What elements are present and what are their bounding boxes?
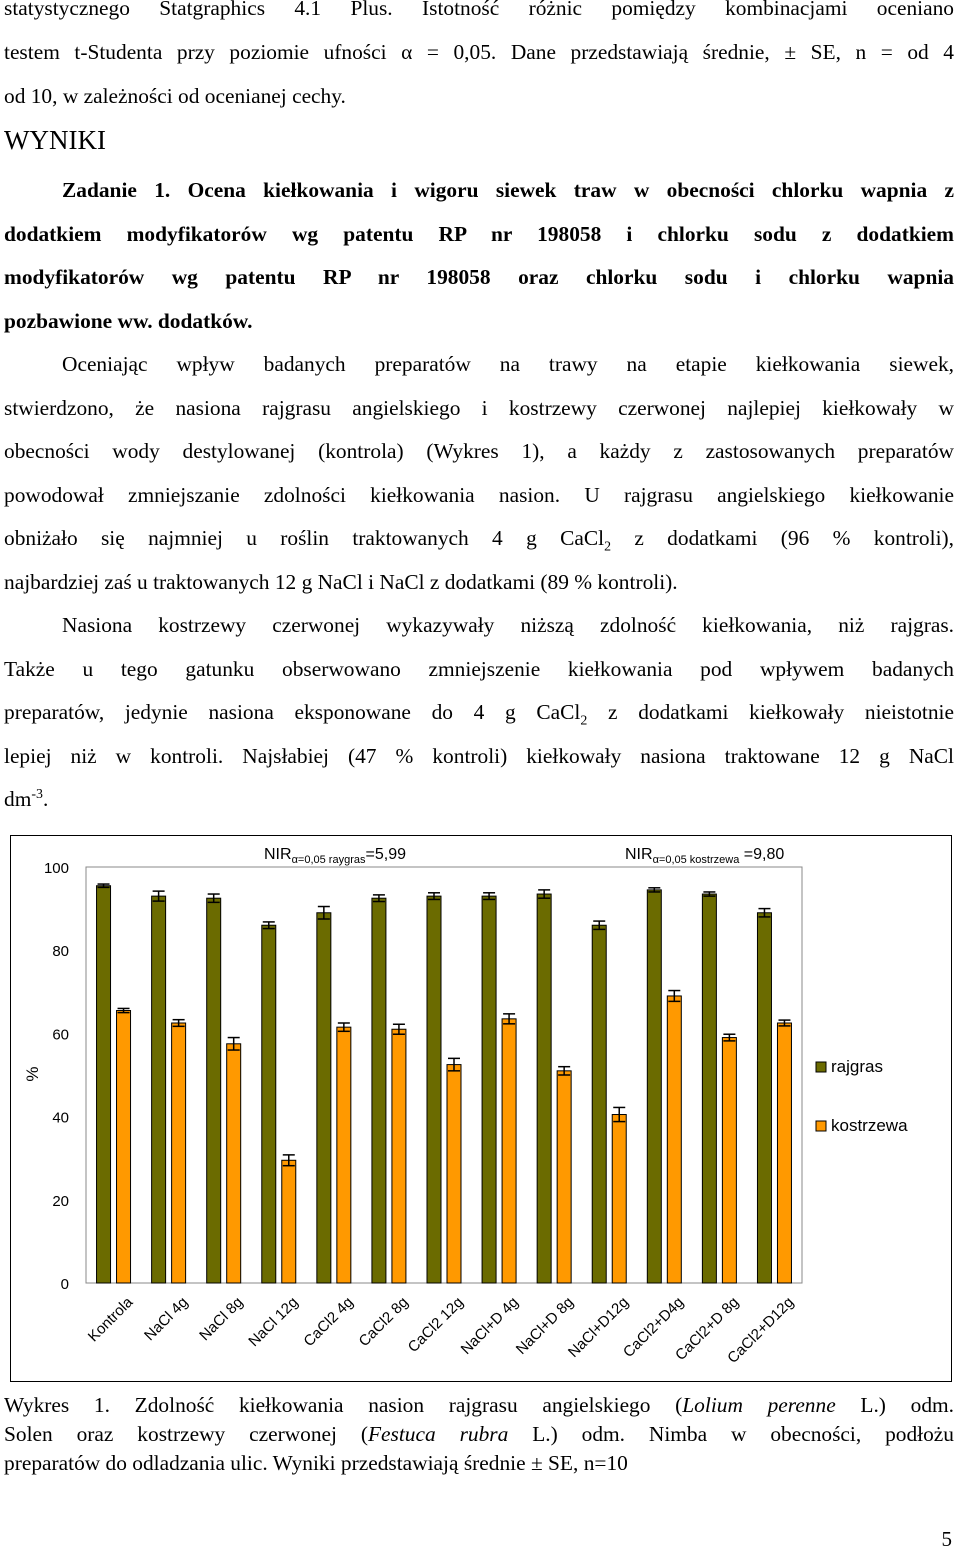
x-tick-label: CaCl2 4g <box>300 1293 357 1351</box>
legend-swatch-kostrzewa <box>816 1121 826 1131</box>
para1-line-4: powodował zmniejszanie zdolności kiełkowania nasion. U rajgrasu angielskiego kiełkowanie <box>4 483 954 507</box>
figure-frame <box>10 835 952 1382</box>
para2-line-5-sup: -3 <box>31 787 43 802</box>
bar-rajgras <box>482 896 496 1283</box>
caption-line-2 <box>4 1422 954 1447</box>
caption-line-1a: Wykres 1. Zdolność kiełkowania nasion rajgrasu angielskiego ( <box>4 1393 683 1417</box>
task-line-2: dodatkiem modyfikatorów wg patentu RP nr 198058 i chlorku sodu z dodatkiem <box>4 222 954 246</box>
caption-species-1: Lolium perenne <box>682 1393 836 1417</box>
para1-line-1: Oceniając wpływ badanych preparatów na trawy na etapie kiełkowania siewek, <box>62 352 954 376</box>
bar-kostrzewa <box>117 1011 131 1283</box>
bar-kostrzewa <box>667 996 681 1283</box>
para2-line-5a: dm <box>4 787 32 812</box>
legend-label-rajgras: rajgras <box>831 1057 883 1076</box>
para1-line-5b: z dodatkami (96 % kontroli), <box>611 526 954 550</box>
para2-line-2: Także u tego gatunku obserwowano zmniejszenie kiełkowania pod wpływem badanych <box>4 657 954 681</box>
para1-line-5a: obniżało się najmniej u roślin traktowanych 4 g CaCl <box>4 526 605 550</box>
bar-kostrzewa <box>447 1065 461 1283</box>
bar-kostrzewa <box>612 1115 626 1283</box>
legend-label-kostrzewa: kostrzewa <box>831 1116 908 1135</box>
para2-line-3b: z dodatkami kiełkowały nieistotnie <box>587 700 954 724</box>
para1-line-6: najbardziej zaś u traktowanych 12 g NaCl i NaCl z dodatkami (89 % kontroli). <box>4 570 678 594</box>
caption-line-2b: L.) odm. Nimba w obecności, podłożu <box>508 1422 954 1446</box>
bar-kostrzewa <box>502 1019 516 1283</box>
para1-line-2: stwierdzono, że nasiona rajgrasu angielskiego i kostrzewy czerwonej najlepiej kiełkowały w <box>4 396 954 420</box>
bar-kostrzewa <box>777 1023 791 1283</box>
plot-area <box>86 867 802 1283</box>
y-axis-label: % <box>23 1066 42 1082</box>
bar-rajgras <box>317 913 331 1283</box>
bar-kostrzewa <box>722 1038 736 1283</box>
caption-line-2a: Solen oraz kostrzewy czerwonej ( <box>4 1422 368 1446</box>
bar-rajgras <box>647 890 661 1283</box>
section-heading: WYNIKI <box>4 125 106 155</box>
page-number: 5 <box>941 1527 952 1551</box>
bar-rajgras <box>207 898 221 1283</box>
bar-kostrzewa <box>227 1044 241 1283</box>
intro-line-3: od 10, w zależności od ocenianej cechy. <box>4 84 346 108</box>
bar-rajgras <box>372 898 386 1283</box>
bar-kostrzewa <box>337 1027 351 1283</box>
x-tick-label: NaCl 8g <box>196 1293 247 1345</box>
bar-chart <box>11 836 953 1383</box>
bar-rajgras <box>702 894 716 1283</box>
y-tick-label: 100 <box>43 860 69 877</box>
bar-rajgras <box>152 896 166 1283</box>
x-tick-label: NaCl+D12g <box>564 1293 633 1361</box>
nir-rajgras-annotation: $NIR_{\alpha=0,05 raygras}=5,99$ <box>264 846 406 866</box>
bar-rajgras <box>262 925 276 1283</box>
bar-rajgras <box>427 896 441 1283</box>
bar-rajgras <box>537 894 551 1283</box>
task-line-3: modyfikatorów wg patentu RP nr 198058 oraz chlorku sodu i chlorku wapnia <box>4 265 954 289</box>
y-tick-label: 20 <box>52 1192 69 1210</box>
para2-line-3-sub: 2 <box>580 713 588 729</box>
x-tick-label: CaCl2+D12g <box>724 1293 798 1367</box>
x-tick-label: CaCl2+D 8g <box>672 1293 743 1364</box>
bar-kostrzewa <box>557 1071 571 1283</box>
y-tick-label: 0 <box>60 1276 69 1293</box>
task-line-1: Zadanie 1. Ocena kiełkowania i wigoru siewek traw w obecności chlorku wapnia z <box>62 178 954 202</box>
y-tick-label: 60 <box>52 1026 69 1044</box>
bar-kostrzewa <box>172 1023 186 1283</box>
legend-swatch-rajgras <box>816 1062 826 1072</box>
caption-species-2: Festuca rubra <box>367 1422 509 1446</box>
y-tick-label: 80 <box>52 943 69 961</box>
para2-line-1: Nasiona kostrzewy czerwonej wykazywały niższą zdolność kiełkowania, niż rajgras. <box>62 613 954 637</box>
caption-line-1b: L.) odm. <box>835 1393 955 1417</box>
para2-line-5 <box>4 787 954 812</box>
bar-rajgras <box>97 886 111 1283</box>
task-line-4: pozbawione ww. dodatków. <box>4 309 253 333</box>
para1-line-5-sub: 2 <box>604 539 612 555</box>
para1-line-3: obecności wody destylowanej (kontrola) (Wykres 1), a każdy z zastosowanych preparatów <box>4 439 954 463</box>
para2-line-3a: preparatów, jedynie nasiona eksponowane do 4 g CaCl <box>4 700 581 724</box>
x-tick-label: NaCl+D 8g <box>512 1293 577 1359</box>
caption-line-3: preparatów do odladzania ulic. Wyniki przedstawiają średnie ± SE, n=10 <box>4 1451 628 1475</box>
x-tick-label: NaCl 4g <box>141 1293 192 1345</box>
para2-line-4: lepiej niż w kontroli. Najsłabiej (47 % kontroli) kiełkowały nasiona traktowane 12 g NaCl <box>4 744 954 768</box>
bar-kostrzewa <box>282 1160 296 1283</box>
para2-line-5b: . <box>42 787 49 812</box>
x-tick-label: CaCl2 8g <box>355 1293 412 1351</box>
x-tick-label: NaCl 12g <box>245 1293 302 1351</box>
bar-rajgras <box>757 913 771 1283</box>
nir-kostrzewa-annotation: $NIR_{\alpha=0,05 kostrzewa} =9,80$ <box>625 846 785 866</box>
x-tick-label: CaCl2+D4g <box>619 1293 688 1361</box>
x-tick-label: NaCl+D 4g <box>457 1293 522 1359</box>
x-tick-label: Kontrola <box>84 1293 137 1346</box>
intro-line-2: testem t-Studenta przy poziomie ufności α = 0,05. Dane przedstawiają średnie, ± SE, n = od 4 <box>4 40 954 64</box>
caption-line-1 <box>4 1393 954 1418</box>
para2-line-3 <box>4 700 954 729</box>
para1-line-5 <box>4 526 954 555</box>
bar-rajgras <box>592 925 606 1283</box>
intro-line-1: statystycznego Statgraphics 4.1 Plus. Istotność różnic pomiędzy kombinacjami oceniano <box>4 0 954 20</box>
x-tick-label: CaCl2 12g <box>404 1293 467 1356</box>
bar-kostrzewa <box>392 1029 406 1283</box>
y-tick-label: 40 <box>52 1109 69 1127</box>
